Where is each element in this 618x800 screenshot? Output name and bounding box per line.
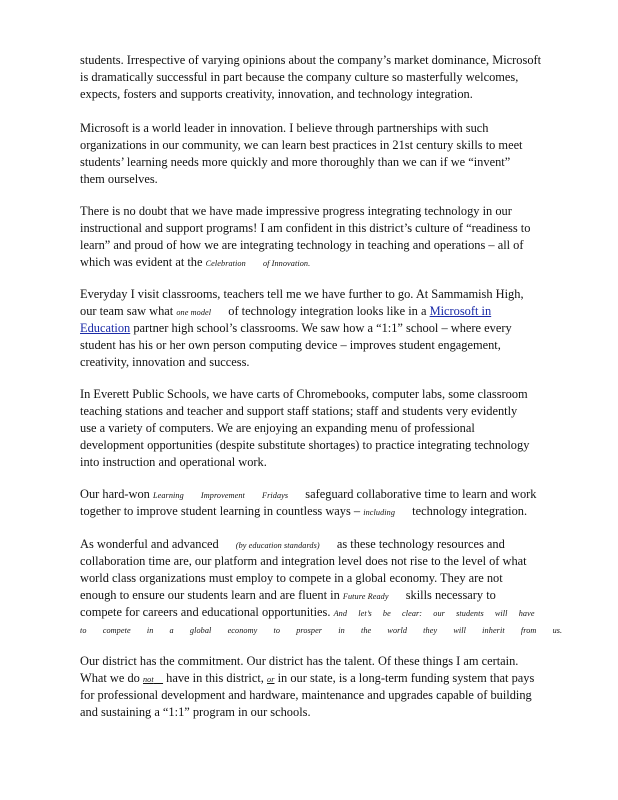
paragraph-2-line-3: students’ learning needs more quickly and more thoroughly than we can if we “invent”	[80, 155, 511, 169]
of-innovation-italic: of Innovation.	[262, 259, 311, 268]
future-ready-italic: Future Ready	[342, 592, 389, 601]
paragraph-2-line-2: organizations in our community, we can learn best practices in 21st century skills to meet	[80, 138, 523, 152]
paragraph-4-line-2-text-b: of technology integration looks like in a	[228, 304, 427, 318]
paragraph-8-line-3: for professional development and hardware, maintenance and upgrades capable of building	[80, 688, 532, 702]
paragraph-4-line-3-text: partner high school’s classrooms. We saw how a “1:1” school – where every	[130, 321, 512, 335]
paragraph-4-line-2-text-a: our team saw what	[80, 304, 174, 318]
paragraph-7-line-5	[80, 604, 550, 621]
paragraph-1-line-2: is dramatically successful in part because the company culture so masterfully welcomes,	[80, 70, 519, 84]
paragraph-7-line-1	[80, 536, 550, 553]
paragraph-7-line-4-text-a: enough to ensure our students learn and are fluent in	[80, 588, 340, 602]
one-model-italic: one model	[176, 308, 212, 317]
paragraph-4-line-2	[80, 303, 550, 320]
including-italic: including	[363, 508, 396, 517]
paragraph-5-line-1: In Everett Public Schools, we have carts of Chromebooks, computer labs, some classroom	[80, 387, 528, 401]
by-education-standards-italic: (by education standards)	[235, 541, 320, 550]
paragraph-4	[80, 286, 550, 371]
paragraph-7-line-5-text: compete for careers and educational opportunities.	[80, 605, 331, 619]
or-underlined-italic: or	[267, 675, 275, 684]
paragraph-2-line-4: them ourselves.	[80, 172, 158, 186]
paragraph-7	[80, 536, 563, 638]
paragraph-1-line-1: students. Irrespective of varying opinions about the company’s market dominance, Microsoft	[80, 53, 542, 67]
microsoft-in-education-link[interactable]: Microsoft in	[429, 304, 492, 318]
paragraph-8-line-1: Our district has the commitment. Our district has the talent. Of these things I am certain.	[80, 654, 519, 668]
paragraph-8	[80, 653, 550, 721]
paragraph-3	[80, 203, 550, 271]
paragraph-6	[80, 486, 550, 520]
paragraph-8-line-2-text-b: have in this district,	[166, 671, 264, 685]
paragraph-2	[80, 120, 550, 188]
paragraph-5	[80, 386, 550, 471]
learning-italic: Learning	[152, 491, 184, 500]
paragraph-6-line-1-text-a: Our hard-won	[80, 487, 150, 501]
paragraph-4-line-4: student has his or her own person computing device – improves student engagement,	[80, 338, 501, 352]
paragraph-3-line-2: instructional and support programs! I am confident in this district’s culture of “readiness to	[80, 221, 531, 235]
paragraph-2-line-1: Microsoft is a world leader in innovation. I believe through partnerships with such	[80, 121, 489, 135]
paragraph-6-line-1	[80, 486, 550, 503]
paragraph-3-line-3: learn” and proud of how we are integrating technology in teaching and operations – all of	[80, 238, 524, 252]
paragraph-5-line-3: use a variety of computers. We are enjoying an expanding menu of professional	[80, 421, 475, 435]
compete-global-economy-italic: to compete in a global economy to prosper in the world they will inherit from us.	[80, 626, 563, 635]
not-underlined-italic: not	[142, 675, 154, 684]
paragraph-4-line-5: creativity, innovation and success.	[80, 355, 250, 369]
paragraph-1	[80, 52, 550, 103]
paragraph-7-line-1-text-b: as these technology resources and	[336, 537, 505, 551]
paragraph-6-line-2	[80, 503, 550, 520]
paragraph-7-line-1-text-a: As wonderful and advanced	[80, 537, 219, 551]
improvement-italic: Improvement	[200, 491, 245, 500]
paragraph-8-line-2-text-c: in our state, is a long-term funding system that pays	[277, 671, 535, 685]
paragraph-8-line-4: and sustaining a “1:1” program in our schools.	[80, 705, 311, 719]
lets-be-clear-italic: And let’s be clear: our students will have	[333, 609, 535, 618]
paragraph-8-line-2-text-a: What we do	[80, 671, 140, 685]
paragraph-5-line-2: teaching stations and teacher and support staff stations; staff and students very evidently	[80, 404, 518, 418]
paragraph-1-line-3: expects, fosters and supports creativity, innovation, and technology integration.	[80, 87, 473, 101]
paragraph-7-line-6	[80, 621, 563, 638]
paragraph-4-line-1: Everyday I visit classrooms, teachers tell me we have further to go. At Sammamish High,	[80, 287, 524, 301]
paragraph-3-line-4-text: which was evident at the	[80, 255, 203, 269]
paragraph-6-line-2-text-b: technology integration.	[412, 504, 528, 518]
paragraph-4-line-3	[80, 320, 550, 337]
paragraph-7-line-2: collaboration time are, our platform and integration level does not rise to the level of what	[80, 554, 527, 568]
celebration-italic: Celebration	[205, 259, 246, 268]
paragraph-7-line-4-text-b: skills necessary to	[405, 588, 496, 602]
paragraph-6-line-2-text-a: together to improve student learning in countless ways –	[80, 504, 361, 518]
paragraph-7-line-4	[80, 587, 550, 604]
fridays-italic: Fridays	[262, 491, 289, 500]
paragraph-5-line-4: development opportunities (despite substitute shortages) to practice integrating technology	[80, 438, 530, 452]
paragraph-5-line-5: into instruction and operational work.	[80, 455, 267, 469]
paragraph-3-line-1: There is no doubt that we have made impressive progress integrating technology in our	[80, 204, 512, 218]
paragraph-6-line-1-text-b: safeguard collaborative time to learn and work	[305, 487, 537, 501]
microsoft-in-education-link-continued[interactable]: Education	[80, 321, 131, 335]
paragraph-8-line-2	[80, 670, 550, 687]
paragraph-3-line-4	[80, 254, 550, 271]
paragraph-7-line-3: world class organizations must employ to compete in a global economy. They are not	[80, 571, 503, 585]
